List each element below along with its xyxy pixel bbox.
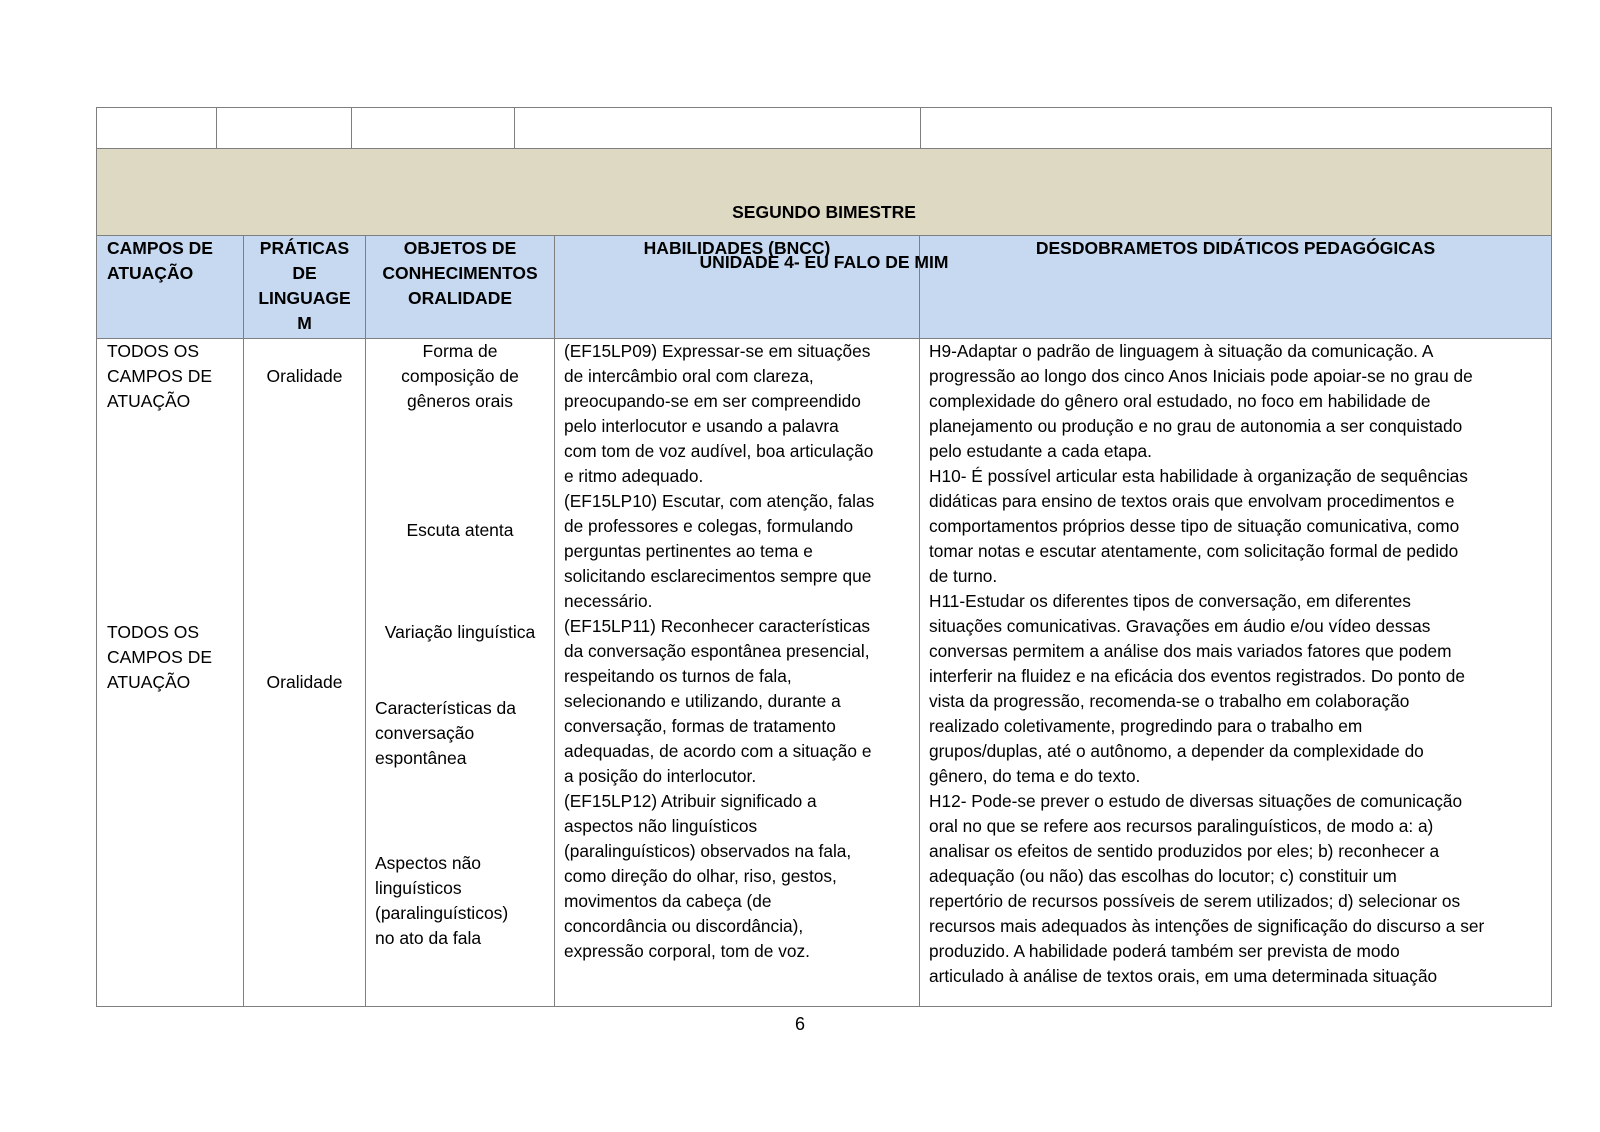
header-habilidades: HABILIDADES (BNCC) [643,238,831,258]
header-objetos: OBJETOS DE CONHECIMENTOS ORALIDADE [382,238,538,308]
header-campos: CAMPOS DE ATUAÇÃO [107,238,213,283]
header-desdobramentos: DESDOBRAMETOS DIDÁTICOS PEDAGÓGICAS [1035,238,1436,258]
desdobramentos-cell: H9-Adaptar o padrão de linguagem à situação da comunicação. A progressão ao longo dos cinco Anos Iniciais pode apoiar-se no grau de complexidade do gênero oral estudado, no foco em habilidade de planejamento ou produção e no grau de autonomia a ser conquistado pelo estudante a cada etapa. H10- É possível articular esta habilidade à organização de sequências didáticas para ensino de textos orais que envolvam procedimentos e comportamentos próprios desse tipo de situação comunicativa, como tomar notas e escutar atentamente, com solicitação formal de pedido de turno. H11-Estudar os diferentes tipos de conversação, em diferentes situações comunicativas. Gravações em áudio e/ou vídeo dessas conversas permitem a análise dos mais variados fatores que podem interferir na fluidez e na eficácia dos eventos registrados. Do ponto de vista da progressão, recomenda-se o trabalho em colaboração realizado coletivamente, progredindo para o trabalho em grupos/duplas, até o autônomo, a depender da complexidade do gênero, do tema e do texto. H12- Pode-se prever o estudo de diversas situações de comunicação oral no que se refere aos recursos paralinguísticos, de modo a: a) analisar os efeitos de sentido produzidos por eles; b) reconhecer a adequação (ou não) das escolhas do locutor; c) constituir um repertório de recursos possíveis de serem utilizados; d) selecionar os recursos mais adequados às intenções de significação do discurso a ser produzido. A habilidade poderá também ser prevista de modo articulado à análise de textos orais, em uma determinada situação [929,341,1485,986]
objeto-item: Escuta atenta [406,520,514,540]
header-praticas: PRÁTICAS DE LINGUAGE M [258,238,351,333]
objeto-item: Aspectos não linguísticos (paralinguísticos) no ato da fala [375,853,509,948]
habilidades-cell: (EF15LP09) Expressar-se em situações de intercâmbio oral com clareza, preocupando-se em ser compreendido pelo interlocutor e usando a palavra com tom de voz audível, boa articulação e ritmo adequado. (EF15LP10) Escutar, com atenção, falas de professores e colegas, formulando perguntas pertinentes ao tema e solicitando esclarecimentos sempre que necessário. (EF15LP11) Reconhecer características da conversação espontânea presencial, respeitando os turnos de fala, selecionando e utilizando, durante a conversação, formas de tratamento adequadas, de acordo com a situação e a posição do interlocutor. (EF15LP12) Atribuir significado a aspectos não linguísticos (paralinguísticos) observados na fala, como direção do olhar, riso, gestos, movimentos da cabeça (de concordância ou discordância), expressão corporal, tom de voz. [564,341,875,961]
banner-line-2: UNIDADE 4- EU FALO DE MIM [699,252,949,272]
objeto-item: Características da conversação espontânea [375,698,517,768]
objeto-item: Forma de composição de gêneros orais [401,341,519,411]
banner-line-1: SEGUNDO BIMESTRE [732,202,916,222]
campos-cell-1: TODOS OS CAMPOS DE ATUAÇÃO [107,341,213,411]
campos-cell-2: TODOS OS CAMPOS DE ATUAÇÃO [107,622,213,692]
praticas-cell-1: Oralidade [266,366,343,386]
page-number: 6 [794,1014,805,1034]
praticas-cell-2: Oralidade [266,672,343,692]
objeto-item: Variação linguística [384,622,536,642]
